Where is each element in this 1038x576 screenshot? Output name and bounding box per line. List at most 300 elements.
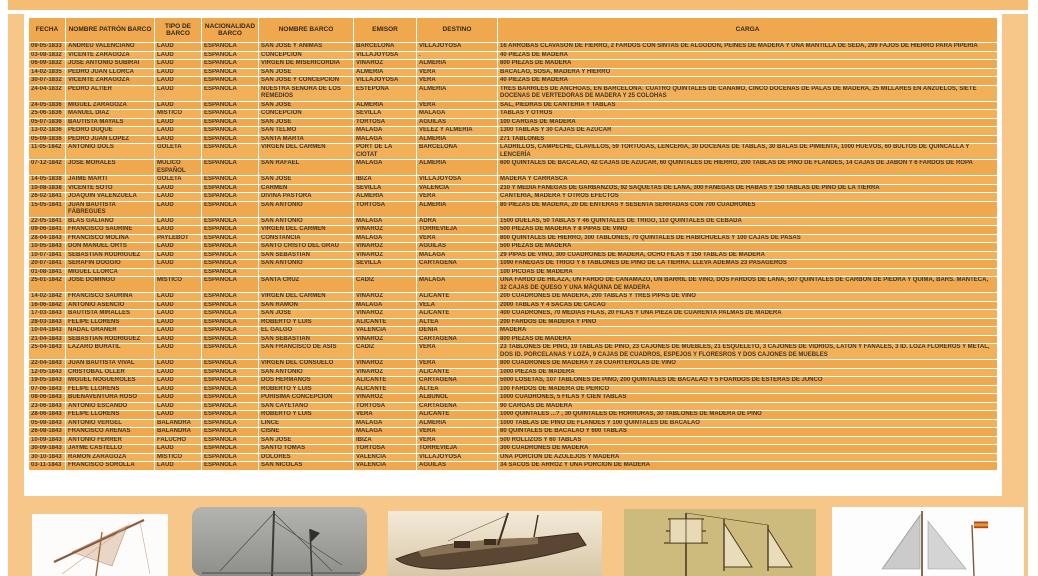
table-cell: LADRILLOS, CAMPECHE, CLAVILLOS, 59 TORTUGAS, LENCERÍA, 30 DOCENAS DE TABLAS, 30 BALAS DE PIMIENTA, 1000 HUEVOS, 60 BULTOS DE QUINCALLA Y LENCERÍA xyxy=(498,144,997,159)
table-cell: SAN CAYETANO xyxy=(259,403,353,411)
table-cell: 30-07-1832 xyxy=(29,77,65,85)
table-cell: 17-03-1843 xyxy=(29,310,65,318)
table-cell: DON MANUEL ORTS xyxy=(66,243,154,251)
table-cell: 800 PIEZAS DE MADERA xyxy=(498,336,997,344)
table-row xyxy=(29,226,997,234)
table-cell: DENIA xyxy=(417,327,497,335)
lateen-sailboat-sketch-image xyxy=(32,514,168,576)
table-cell: ALICANTE xyxy=(417,369,497,377)
table-cell: 14-02-1835 xyxy=(29,69,65,77)
table-cell: VIRGEN DEL CONSUELO xyxy=(259,360,353,368)
table-cell: CARTAGENA xyxy=(417,377,497,385)
table-cell: VINAROZ xyxy=(354,226,416,234)
table-cell: FALUCHO xyxy=(155,437,201,445)
table-cell: 25-04-1843 xyxy=(29,344,65,359)
table-cell: 15-05-1841 xyxy=(29,202,65,217)
table-cell: 23 TABLONES DE PINO, 19 TABLAS DE PINO, 23 CAJONES DE MUEBLES, 21 ESQUELETO, 3 CAJONES DE VIDRIOS, LATÓN Y FANALES, 3 ID. LOZA FLOREROS Y METAL, DOS ID. PORCELANAS Y LOZA, 9 CAJAS DE CUADROS, ESPEJOS Y FLORESROS Y DOS CAJONES DE MUEBLES xyxy=(498,344,997,359)
cargo-table-panel xyxy=(24,14,1002,496)
table-cell: ALMERÍA xyxy=(354,69,416,77)
table-cell: BARCELONA xyxy=(354,43,416,51)
table-row xyxy=(29,160,997,175)
table-cell: VERA xyxy=(417,360,497,368)
table-cell: 10-08-1838 xyxy=(29,185,65,193)
header-row xyxy=(29,18,997,42)
table-cell: 25-01-1842 xyxy=(29,277,65,292)
table-row xyxy=(29,344,997,359)
table-cell: VICENTE ZARAGOZA xyxy=(66,77,154,85)
table-row xyxy=(29,86,997,101)
table-cell: LINCE xyxy=(259,420,353,428)
table-cell: MANUEL DÍAZ xyxy=(66,110,154,118)
table-cell: SAN RAMÓN xyxy=(259,302,353,310)
table-cell: ESPAÑOLA xyxy=(202,386,258,394)
table-row xyxy=(29,127,997,135)
table-cell: 1000 CUADRONES, 5 FILAS Y CIEN TABLAS xyxy=(498,394,997,402)
table-cell: BAUTISTA MAYALS xyxy=(66,119,154,127)
table-cell: TORTOSA xyxy=(354,403,416,411)
table-cell: 800 QUINTALES DE HIERRO, 300 TABLONES, 70 QUINTALES DE HABICHUELAS Y 100 CAJAS DE PASAS xyxy=(498,235,997,243)
table-cell: PEDRO DUQUE xyxy=(66,127,154,135)
table-cell: SAN JOSÉ xyxy=(259,119,353,127)
table-row xyxy=(29,77,997,85)
table-cell: VICENTE SOTO xyxy=(66,185,154,193)
table-cell: 05-07-1836 xyxy=(29,119,65,127)
table-cell: VÉLEZ Y ALMERÍA xyxy=(417,127,497,135)
table-cell: FRANCISCO MOLINA xyxy=(66,235,154,243)
table-cell: 200 CUADRONES DE MADERA, 200 TABLAS Y TRES PIPAS DE VINO xyxy=(498,293,997,301)
table-cell: ESPAÑOLA xyxy=(202,454,258,462)
table-cell: ESPAÑOLA xyxy=(202,43,258,51)
table-cell: MADERA xyxy=(498,327,997,335)
table-cell: BAUTISTA MIRALLES xyxy=(66,310,154,318)
table-cell: TORREVIEJA xyxy=(417,445,497,453)
table-cell: LAUD xyxy=(155,226,201,234)
table-cell: BUENAVENTURA ROSO xyxy=(66,394,154,402)
table-cell: LAUD xyxy=(155,336,201,344)
table-cell: TORREVIEJA xyxy=(417,226,497,234)
table-cell: VILLAJOYOSA xyxy=(417,454,497,462)
table-cell: MÍSTICO xyxy=(155,110,201,118)
table-cell: SANTO CRISTO DEL GRAU xyxy=(259,243,353,251)
table-cell: CONCEPCIÓN xyxy=(259,52,353,60)
table-row xyxy=(29,277,997,292)
table-cell: 800 PIEZAS DE MADERA xyxy=(498,60,997,68)
table-cell: JOSÉ DOMINGO xyxy=(66,277,154,292)
table-cell: VELA xyxy=(417,302,497,310)
table-row xyxy=(29,386,997,394)
table-cell: ANTONIO ESCANDÓ xyxy=(66,403,154,411)
table-cell: VIRGEN DEL CARMEN xyxy=(259,293,353,301)
table-row xyxy=(29,310,997,318)
table-cell: 1000 PIEZAS DE MADERA xyxy=(498,369,997,377)
table-cell: TORTOSA xyxy=(354,119,416,127)
table-cell: CARTAGENA xyxy=(417,260,497,268)
table-cell: VILLAJOYOSA xyxy=(417,43,497,51)
table-cell: VALENCIA xyxy=(417,185,497,193)
header-cell: NOMBRE PATRÓN BARCO xyxy=(66,18,154,42)
table-cell: 22-04-1843 xyxy=(29,360,65,368)
table-cell: ALMERÍA xyxy=(417,86,497,101)
table-cell: VILLAJOYOSA xyxy=(417,176,497,184)
table-cell: 14-05-1838 xyxy=(29,176,65,184)
table-cell: LAUD xyxy=(155,136,201,144)
table-row xyxy=(29,302,997,310)
table-cell: FELIPE LLORENS xyxy=(66,411,154,419)
table-cell: VINAROZ xyxy=(354,336,416,344)
table-cell: CARMEN xyxy=(259,185,353,193)
table-cell: SANTO TOMÁS xyxy=(259,445,353,453)
table-cell: FRANCISCO SAURINE xyxy=(66,226,154,234)
table-row xyxy=(29,176,997,184)
table-cell: 21-04-1843 xyxy=(29,336,65,344)
table-cell: VERA xyxy=(417,77,497,85)
table-cell: ALMERÍA xyxy=(417,420,497,428)
table-cell: SANTA MARTA xyxy=(259,136,353,144)
table-cell: JAIME MARTÍ xyxy=(66,176,154,184)
table-cell: 1300 TABLAS Y 30 CAJAS DE AZÚCAR xyxy=(498,127,997,135)
poster-background xyxy=(8,14,1028,576)
table-cell: 100 FARDOS DE MADERA DE PERICO xyxy=(498,386,997,394)
table-cell: SAN JOSÉ xyxy=(259,176,353,184)
table-cell: . xyxy=(417,52,497,60)
table-cell: LAUD xyxy=(155,411,201,419)
table-cell: LAUD xyxy=(155,43,201,51)
table-cell: FRANCISCO SAURINA xyxy=(66,293,154,301)
table-cell: 600 QUINTALES DE BACALAO, 42 CAJAS DE AZÚCAR, 60 QUINTALES DE HIERRO, 200 TABLAS DE PINO DE FLANDES, 14 CAJAS DE JABÓN Y 6 FARDOS DE ROPA xyxy=(498,160,997,175)
table-row xyxy=(29,193,997,201)
table-cell: LAUD xyxy=(155,293,201,301)
table-cell: ESPAÑOLA xyxy=(202,160,258,175)
table-cell: LAUD xyxy=(155,218,201,226)
table-cell: ESPAÑOLA xyxy=(202,86,258,101)
table-cell: LAUD xyxy=(155,185,201,193)
table-cell: ESPAÑOLA xyxy=(202,226,258,234)
table-cell: VINAROZ xyxy=(354,252,416,260)
table-row xyxy=(29,43,997,51)
table-row xyxy=(29,185,997,193)
table-row xyxy=(29,243,997,251)
table-cell: SAN FRANCISCO DE ASÍS xyxy=(259,344,353,359)
table-cell: SAN TELMO xyxy=(259,127,353,135)
table-cell: 90 CARGAS DE MADERA xyxy=(498,403,997,411)
table-cell: MADERA Y CARRASCA xyxy=(498,176,997,184)
table-cell: 30-09-1843 xyxy=(29,445,65,453)
table-cell: SAN ANTONIO xyxy=(259,369,353,377)
table-cell: VILLAJOYOSA xyxy=(354,52,416,60)
table-cell: SAN ANTONIO xyxy=(259,260,353,268)
table-row xyxy=(29,428,997,436)
table-cell: LAUD xyxy=(155,310,201,318)
table-cell: ANTONIO FERRER xyxy=(66,437,154,445)
table-row xyxy=(29,60,997,68)
table-cell: SAN JOSÉ xyxy=(259,102,353,110)
table-cell: RAMÓN ZARAGOZA xyxy=(66,454,154,462)
header-cell: FECHA xyxy=(29,18,65,42)
table-cell: ALICANTE xyxy=(354,386,416,394)
table-cell: LÁZARO BURATIL xyxy=(66,344,154,359)
table-cell: VERA xyxy=(417,235,497,243)
table-cell: TORTOSA xyxy=(354,202,416,217)
table-cell: DOLORES xyxy=(259,454,353,462)
table-cell: ESPAÑOLA xyxy=(202,269,258,277)
sailboat-watercolor-icon xyxy=(832,507,1024,576)
table-row xyxy=(29,293,997,301)
table-cell: ESPAÑOLA xyxy=(202,136,258,144)
table-cell: VINAROZ xyxy=(354,360,416,368)
table-cell: ANTONIO DOLS xyxy=(66,144,154,159)
table-cell: BALANDRA xyxy=(155,420,201,428)
table-row xyxy=(29,260,997,268)
table-cell: MÍSTICO xyxy=(155,277,201,292)
table-cell: VINAROZ xyxy=(354,369,416,377)
table-cell: 12-05-1843 xyxy=(29,369,65,377)
table-cell: TORTOSA xyxy=(354,445,416,453)
table-cell: LAUD xyxy=(155,260,201,268)
table-cell: PEDRO JUAN LLORCA xyxy=(66,69,154,77)
table-cell: 500 PIEZAS DE MADERA Y 8 PIPAS DE VINO xyxy=(498,226,997,234)
table-cell: ESPAÑOLA xyxy=(202,60,258,68)
table-cell: ESPAÑOLA xyxy=(202,193,258,201)
table-cell: MIGUEL ZARAGOZA xyxy=(66,102,154,110)
table-cell: ESPAÑOLA xyxy=(202,243,258,251)
table-cell: JOSÉ ANTONIO SUBIRAI xyxy=(66,60,154,68)
table-cell: MÁLAGA xyxy=(417,252,497,260)
table-cell xyxy=(417,269,497,277)
table-cell: FRANCISCO SOROLLA xyxy=(66,462,154,470)
table-cell: MÁLAGA xyxy=(354,302,416,310)
table-cell: SAN SEBASTIÁN xyxy=(259,336,353,344)
table-cell: SAN JOSÉ xyxy=(259,437,353,445)
table-cell: 07-06-1843 xyxy=(29,386,65,394)
table-cell: JOSÉ MORALES xyxy=(66,160,154,175)
boat-hull-etching-icon xyxy=(388,511,602,576)
table-cell: VERA xyxy=(417,102,497,110)
table-cell: ESPAÑOLA xyxy=(202,394,258,402)
table-cell: SAN JOSÉ xyxy=(259,310,353,318)
table-row xyxy=(29,394,997,402)
table-row xyxy=(29,235,997,243)
table-cell: 500 ROLLIZOS Y 60 TABLAS xyxy=(498,437,997,445)
table-cell: LAUD xyxy=(155,369,201,377)
table-cell: 400 CUADRONES, 70 MEDIAS FILAS, 20 FILAS Y UNA PIEZA DE CUARENTA PALMAS DE MADERA xyxy=(498,310,997,318)
table-cell: 28-06-1843 xyxy=(29,411,65,419)
header-cell: DESTINO xyxy=(417,18,497,42)
table-row xyxy=(29,144,997,159)
table-cell: ROBERTO Y LUIS xyxy=(259,319,353,327)
table-cell: ESPAÑOLA xyxy=(202,310,258,318)
table-cell: UNA PORCIÓN DE AZULEJOS Y MADERA xyxy=(498,454,997,462)
table-cell: ESPAÑOLA xyxy=(202,462,258,470)
table-cell: 29 PIPAS DE VINO, 300 CUADRONES DE MADERA, OCHO FILAS Y 150 TABLAS DE MADERA xyxy=(498,252,997,260)
table-cell: MÁLAGA xyxy=(354,428,416,436)
table-row xyxy=(29,454,997,462)
table-cell: ALICANTE xyxy=(417,411,497,419)
table-cell: 40 PIEZAS DE MADERA xyxy=(498,52,997,60)
table-cell: NUESTRA SEÑORA DE LOS REMEDIOS xyxy=(259,86,353,101)
table-cell xyxy=(354,269,416,277)
table-cell: ALICANTE xyxy=(417,293,497,301)
table-row xyxy=(29,462,997,470)
table-cell: 30-10-1843 xyxy=(29,454,65,462)
table-cell: 01-08-1841 xyxy=(29,269,65,277)
table-cell: 09-06-1841 xyxy=(29,226,65,234)
table-row xyxy=(29,369,997,377)
table-cell: VERA xyxy=(417,193,497,201)
table-cell: CARTAGENA xyxy=(417,403,497,411)
cargo-table-header xyxy=(29,18,997,42)
table-cell: PEDRO ALTIER xyxy=(66,86,154,101)
table-cell: PURÍSIMA CONCEPCIÓN xyxy=(259,394,353,402)
table-cell: MÁLAGA xyxy=(354,235,416,243)
table-cell: 20-07-1841 xyxy=(29,260,65,268)
table-cell: 24-05-1836 xyxy=(29,102,65,110)
table-cell: VERA xyxy=(417,69,497,77)
table-cell: ESPAÑOLA xyxy=(202,102,258,110)
table-cell: ALMERÍA xyxy=(417,202,497,217)
table-cell: ESPAÑOLA xyxy=(202,252,258,260)
table-cell: ESPAÑOLA xyxy=(202,218,258,226)
table-cell: ESPAÑOLA xyxy=(202,202,258,217)
table-row xyxy=(29,336,997,344)
table-cell: JUAN BAUTISTA VIVAL xyxy=(66,360,154,368)
table-row xyxy=(29,269,997,277)
table-cell: 1500 DUELAS, 50 TABLAS Y 46 QUINTALES DE TRIGO, 110 QUINTALES DE CEBADA xyxy=(498,218,997,226)
table-cell: 28-04-1843 xyxy=(29,235,65,243)
table-cell: 800 CUADRONES DE MADERA Y 24 CUARTEROLAS DE VINO xyxy=(498,360,997,368)
table-cell: 07-12-1842 xyxy=(29,160,65,175)
table-cell: 25-06-1836 xyxy=(29,110,65,118)
table-cell: VINAROZ xyxy=(354,60,416,68)
table-cell: LAUD xyxy=(155,119,201,127)
table-cell: SAN JOSÉ Y ÁNIMAS xyxy=(259,43,353,51)
table-cell: VALENCIA xyxy=(354,462,416,470)
table-cell: DOS HERMANOS xyxy=(259,377,353,385)
table-cell: MULICO ESPAÑOL xyxy=(155,160,201,175)
table-cell: 14-02-1842 xyxy=(29,293,65,301)
table-cell: 1000 TABLAS DE PINO DE FLANDES Y 100 QUINTALES DE BACALAO xyxy=(498,420,997,428)
table-cell: 09-05-1833 xyxy=(29,43,65,51)
table-cell: SAN ANTONIO xyxy=(259,218,353,226)
table-cell: ALTEA xyxy=(417,386,497,394)
table-cell: MIGUEL LLORCA xyxy=(66,269,154,277)
table-cell: ALICANTE xyxy=(354,319,416,327)
table-cell: VERA xyxy=(417,428,497,436)
table-row xyxy=(29,110,997,118)
table-cell: SERAFÍN DOGGIO xyxy=(66,260,154,268)
table-cell: LAUD xyxy=(155,403,201,411)
ship-illustration-gallery xyxy=(8,492,1028,576)
table-cell: LAUD xyxy=(155,252,201,260)
table-cell: ESPAÑOLA xyxy=(202,445,258,453)
table-cell: VIRGEN DEL CARMEN xyxy=(259,226,353,234)
table-row xyxy=(29,202,997,217)
table-row xyxy=(29,411,997,419)
table-cell: CANTERÍA, MADERA Y OTROS EFECTOS xyxy=(498,193,997,201)
table-cell: JUAN BAUTISTA FÁBREGUES xyxy=(66,202,154,217)
table-cell: 03-08-1832 xyxy=(29,52,65,60)
table-cell: ALTEA xyxy=(417,319,497,327)
table-cell: VALENCIA xyxy=(354,454,416,462)
table-cell: SANTA CRUZ xyxy=(259,277,353,292)
table-cell: JOAQUÍN VALENZUELA xyxy=(66,193,154,201)
table-cell: MÁLAGA xyxy=(354,127,416,135)
table-cell: ESPAÑOLA xyxy=(202,176,258,184)
table-cell: LAUD xyxy=(155,102,201,110)
table-cell: MÁLAGA xyxy=(354,160,416,175)
table-row xyxy=(29,102,997,110)
table-row xyxy=(29,319,997,327)
table-cell: LAUD xyxy=(155,69,201,77)
header-cell: NOMBRE BARCO xyxy=(259,18,353,42)
header-cell: NACIONALIDAD BARCO xyxy=(202,18,258,42)
table-cell: ESPAÑOLA xyxy=(202,127,258,135)
table-cell: CRISTÓBAL OLLER xyxy=(66,369,154,377)
table-cell: GOLETA xyxy=(155,176,201,184)
table-cell: LAUD xyxy=(155,462,201,470)
table-cell: NADAL GRANER xyxy=(66,327,154,335)
table-cell: SEBASTIÁN RODRÍGUEZ xyxy=(66,252,154,260)
table-cell: MÍSTICO xyxy=(155,454,201,462)
table-cell: LAUD xyxy=(155,377,201,385)
table-row xyxy=(29,218,997,226)
table-cell: 23-06-1843 xyxy=(29,403,65,411)
table-cell: CARTAGENA xyxy=(417,336,497,344)
poster-top-band xyxy=(8,0,1028,10)
table-cell: 5000 LOSETAS, 107 TABLONES DE PINO, 200 QUINTALES DE BACALAO Y 5 FOARDOS DE ESTERAS DE JUNCO xyxy=(498,377,997,385)
cargo-table-body xyxy=(29,43,997,470)
sailboat-watercolor-spanish-flag-image xyxy=(832,507,1024,576)
table-cell: 1000 QUINTALES ...? , 30 QUINTALES DE HORRURAS, 30 TABLONES DE MADERA DE PINO xyxy=(498,411,997,419)
table-cell: 100 PICOAS DE MADERA xyxy=(498,269,997,277)
table-cell: TABLAS Y OTROS xyxy=(498,110,997,118)
table-cell: 271 TABLONES xyxy=(498,136,997,144)
table-cell: MÁLAGA xyxy=(417,110,497,118)
table-cell: 06-09-1832 xyxy=(29,60,65,68)
table-row xyxy=(29,445,997,453)
table-cell: VERA xyxy=(417,344,497,359)
table-cell: 300 CUADRONES DE MADERA xyxy=(498,445,997,453)
table-cell: LAUD xyxy=(155,60,201,68)
header-cell: TIPO DE BARCO xyxy=(155,18,201,42)
table-cell: MÁLAGA xyxy=(354,218,416,226)
table-cell: ESPAÑOLA xyxy=(202,185,258,193)
table-cell: EL GALGO xyxy=(259,327,353,335)
tall-ship-drawing-icon xyxy=(624,509,816,576)
table-cell: 05-08-1843 xyxy=(29,420,65,428)
table-row xyxy=(29,119,997,127)
table-cell: 28-03-1843 xyxy=(29,319,65,327)
table-cell: ÁGUILAS xyxy=(417,243,497,251)
table-cell: VINAROZ xyxy=(354,293,416,301)
table-cell: ESTEPONA xyxy=(354,86,416,101)
table-cell: FELIPE LLORENS xyxy=(66,319,154,327)
table-cell: 10-09-1843 xyxy=(29,437,65,445)
table-cell: ESPAÑOLA xyxy=(202,336,258,344)
table-cell: ESPAÑOLA xyxy=(202,411,258,419)
table-cell: LAUD xyxy=(155,193,201,201)
table-cell: 1090 FANEGAS DE TRIGO Y 6 TABLONES DE PINO DE LA TIERRA. LLEVA ADEMÁS 23 PASAGEROS xyxy=(498,260,997,268)
table-cell: 80 QUINTALES DE BACALAO Y 600 TABLAS xyxy=(498,428,997,436)
sailboat-photo-grayscale-image xyxy=(192,507,367,576)
table-cell: ESPAÑOLA xyxy=(202,119,258,127)
table-cell: VINAROZ xyxy=(354,394,416,402)
table-cell: VALENCIA xyxy=(354,327,416,335)
table-cell: 80 PIEZAS DE MADERA, 20 DE ENTERAS Y SESENTA SERRADAS CON 700 CUADRONES xyxy=(498,202,997,217)
table-cell xyxy=(259,269,353,277)
table-cell: LAUD xyxy=(155,327,201,335)
table-cell: ALICANTE xyxy=(354,377,416,385)
table-cell: PAYLEBOT xyxy=(155,235,201,243)
